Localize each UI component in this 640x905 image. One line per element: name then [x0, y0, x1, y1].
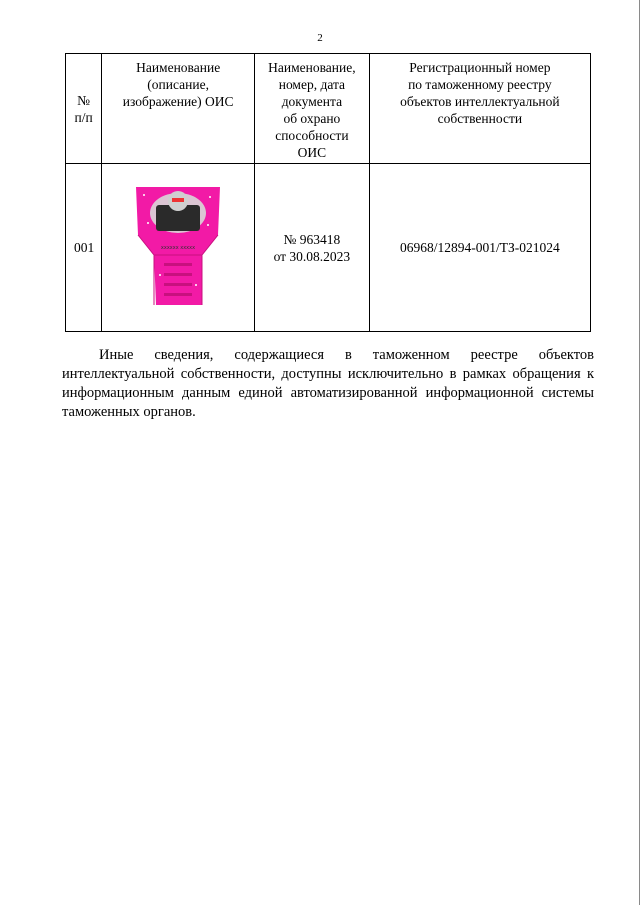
header-number: № п/п — [66, 54, 102, 164]
row-image-cell — [102, 164, 255, 332]
svg-text:xxxxxx xxxxx: xxxxxx xxxxx — [161, 244, 196, 251]
header-document: Наименование, номер, дата документа об охрано способности ОИС — [255, 54, 370, 164]
info-paragraph: Иные сведения, содержащиеся в таможенном реестре объектов интеллектуальной собственности, доступны исключительно в рамках обращения к информационным данным единой автоматизированной информационной системы таможенных органов. — [62, 347, 594, 420]
registry-table — [65, 53, 591, 332]
page-number: 2 — [317, 32, 323, 44]
header-name: Наименование (описание, изображение) ОИС — [102, 54, 255, 164]
row-number: 001 — [66, 164, 102, 332]
row-document: № 963418 от 30.08.2023 — [255, 164, 370, 332]
table-header-row — [66, 54, 591, 164]
row-registration-number: 06968/12894-001/ТЗ-021024 — [369, 164, 590, 332]
product-package-image — [130, 185, 226, 311]
header-registration: Регистрационный номер по таможенному реестру объектов интеллектуальной собственности — [369, 54, 590, 164]
table-row — [66, 164, 591, 332]
